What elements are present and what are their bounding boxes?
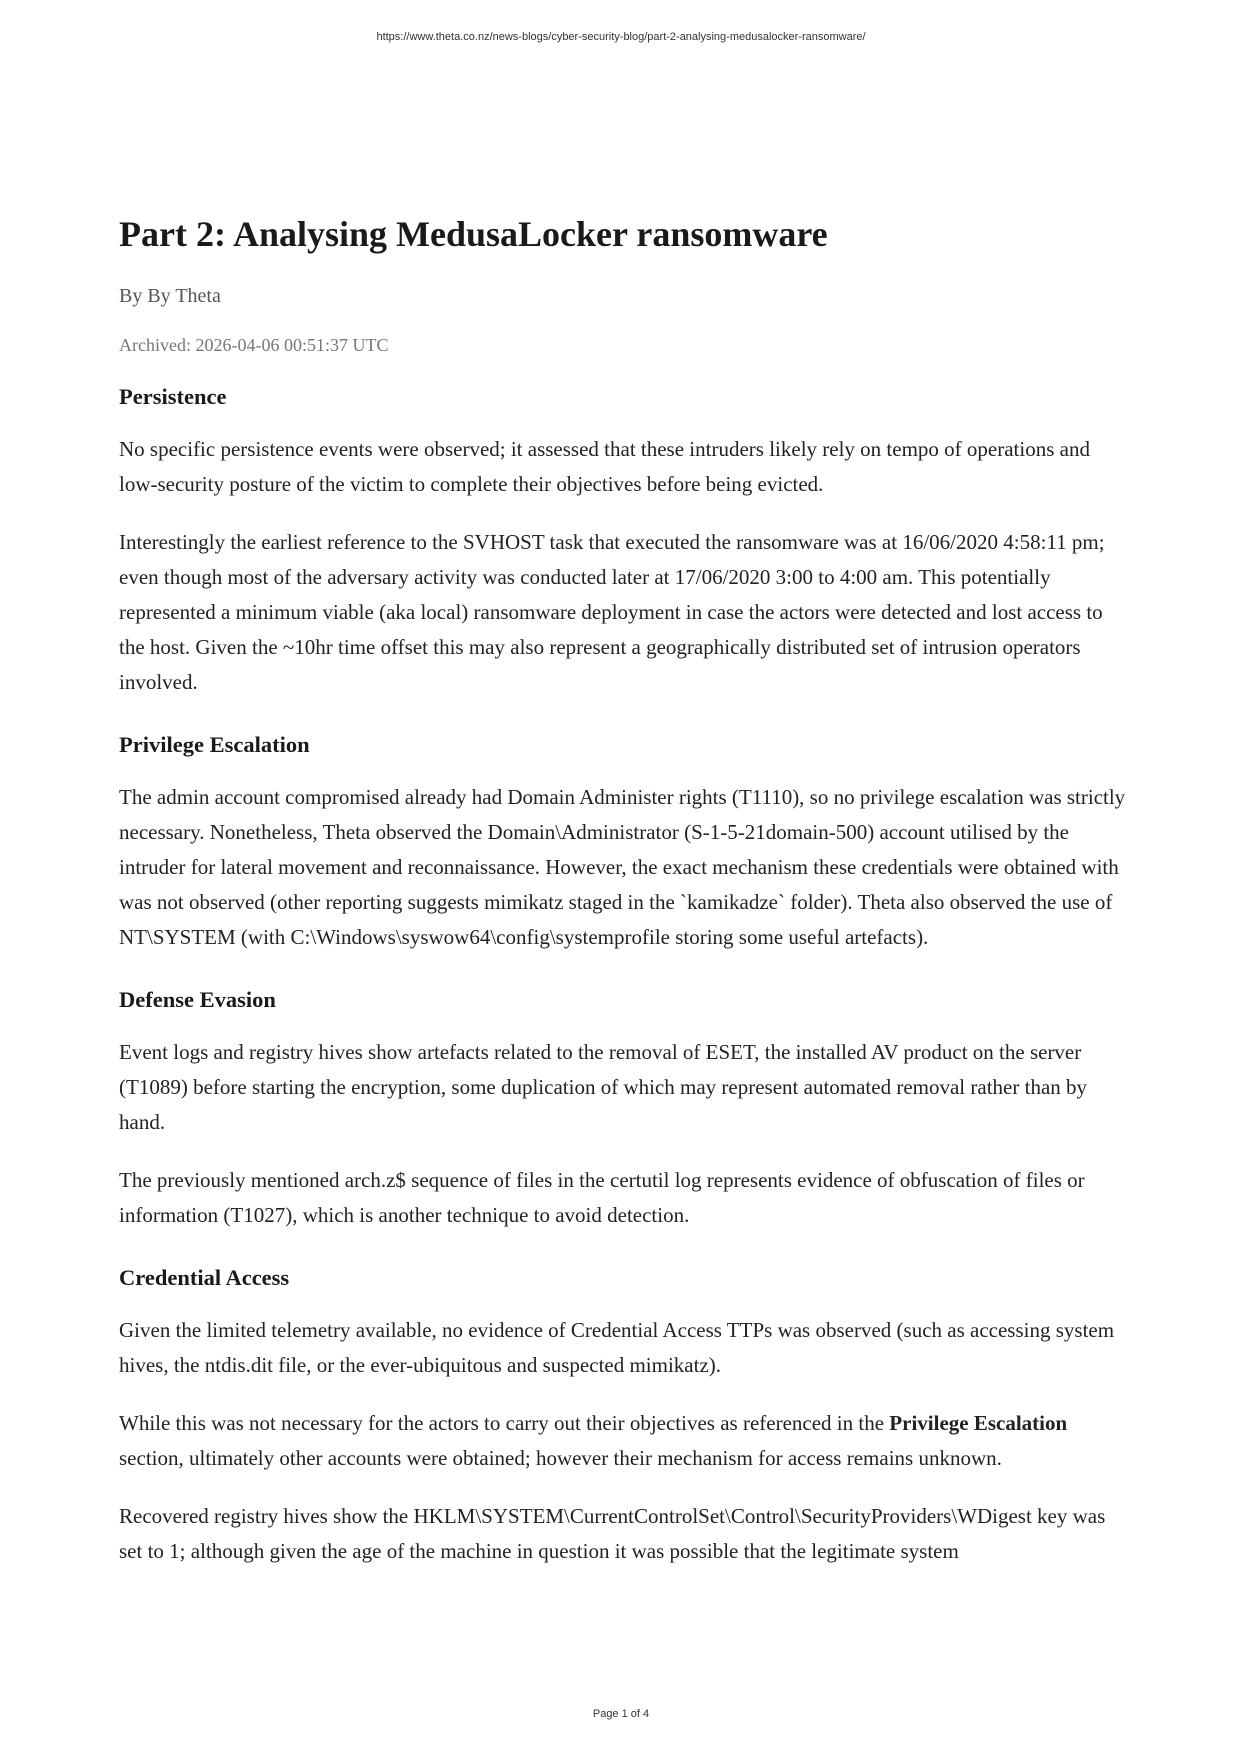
paragraph bbox=[119, 1406, 1129, 1476]
archived-timestamp: Archived: 2026-04-06 00:51:37 UTC bbox=[119, 335, 389, 355]
paragraph: Event logs and registry hives show artefacts related to the removal of ESET, the installed AV product on the server (T1089) before starting the encryption, some duplication of which may represent automated removal rather than by hand. bbox=[119, 1040, 1088, 1134]
paragraph: The admin account compromised already had Domain Administer rights (T1110), so no privilege escalation was strictly necessary. Nonetheless, Theta observed the Domain\Administrator (S-1-5-21domain-500) account utilised by the intruder for lateral movement and reconnaissance. However, the exact mechanism these credentials were obtained with was not observed (other reporting suggests mimikatz staged in the `kamikadze` folder). Theta also observed the use of NT\SYSTEM (with C:\Windows\syswow64\config\systemprofile storing some useful artefacts). bbox=[119, 785, 1126, 949]
paragraph: No specific persistence events were observed; it assessed that these intruders likely rely on tempo of operations and low-security posture of the victim to complete their objectives before being evicted. bbox=[119, 437, 1090, 496]
source-url: https://www.theta.co.nz/news-blogs/cyber-security-blog/part-2-analysing-medusalocker-ransomware/ bbox=[376, 31, 866, 43]
paragraph: The previously mentioned arch.z$ sequence of files in the certutil log represents evidence of obfuscation of files or information (T1027), which is another technique to avoid detection. bbox=[119, 1168, 1085, 1227]
paragraph: Recovered registry hives show the HKLM\SYSTEM\CurrentControlSet\Control\SecurityProviders\WDigest key was set to 1; although given the age of the machine in question it was possible that the legitimate system bbox=[119, 1504, 1106, 1563]
page-number: Page 1 of 4 bbox=[592, 1708, 650, 1720]
article bbox=[119, 212, 1129, 1592]
heading-credential-access: Credential Access bbox=[119, 1265, 290, 1290]
heading-persistence: Persistence bbox=[119, 384, 227, 409]
heading-privilege-escalation: Privilege Escalation bbox=[119, 732, 310, 757]
paragraph: Interestingly the earliest reference to the SVHOST task that executed the ransomware was at 16/06/2020 4:58:11 pm; even though most of the adversary activity was conducted later at 17/06/2020 3:00 to 4:00 am. This potentially represented a minimum viable (aka local) ransomware deployment in case the actors were detected and lost access to the host. Given the ~10hr time offset this may also represent a geographically distributed set of intrusion operators involved. bbox=[119, 530, 1105, 694]
byline: By By Theta bbox=[119, 285, 221, 307]
page-title: Part 2: Analysing MedusaLocker ransomware bbox=[119, 214, 828, 254]
text-span: section, ultimately other accounts were obtained; however their mechanism for access remains unknown. bbox=[119, 1446, 1002, 1470]
text-span: While this was not necessary for the actors to carry out their objectives as referenced in the bbox=[119, 1411, 890, 1435]
paragraph: Given the limited telemetry available, no evidence of Credential Access TTPs was observed (such as accessing system hives, the ntdis.dit file, or the ever-ubiquitous and suspected mimikatz). bbox=[119, 1318, 1115, 1377]
heading-defense-evasion: Defense Evasion bbox=[119, 987, 276, 1012]
bold-reference: Privilege Escalation bbox=[889, 1411, 1068, 1435]
